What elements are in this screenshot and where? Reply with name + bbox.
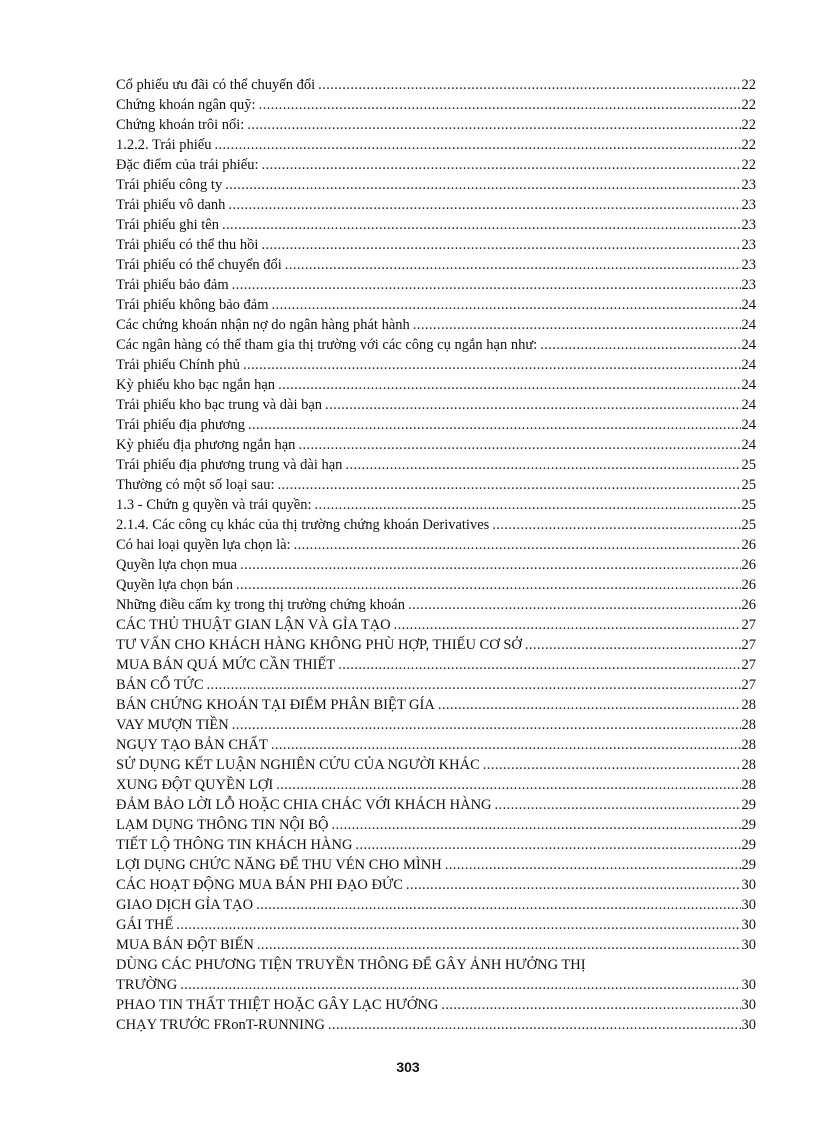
toc-entry-page: 29	[741, 857, 756, 873]
dot-leader	[207, 675, 741, 695]
dot-leader	[240, 555, 740, 575]
dot-leader	[445, 855, 741, 875]
dot-leader	[394, 615, 741, 635]
toc-entry-page: 26	[741, 597, 756, 613]
toc-entry	[116, 495, 756, 515]
dot-leader	[248, 415, 741, 435]
toc-entry-title: Trái phiếu bảo đảm	[116, 277, 229, 293]
dot-leader	[483, 755, 741, 775]
dot-leader	[332, 815, 741, 835]
dot-leader	[236, 575, 741, 595]
dot-leader	[257, 935, 741, 955]
toc-entry	[116, 475, 756, 495]
dot-leader	[315, 495, 741, 515]
toc-entry-title: Chứng khoán ngân quỹ:	[116, 97, 256, 113]
dot-leader	[525, 635, 741, 655]
dot-leader	[285, 255, 741, 275]
toc-entry-title: Trái phiếu địa phương trung và dài hạn	[116, 457, 343, 473]
toc-entry-page: 25	[741, 497, 756, 513]
dot-leader	[271, 735, 741, 755]
toc-entry-title: Trái phiếu vô danh	[116, 197, 226, 213]
toc-entry	[116, 735, 756, 755]
toc-entry-page: 30	[741, 917, 756, 933]
toc-entry	[116, 235, 756, 255]
dot-leader	[232, 715, 741, 735]
toc-entry	[116, 355, 756, 375]
toc-entry	[116, 155, 756, 175]
toc-entry-title: Kỳ phiếu kho bạc ngắn hạn	[116, 377, 276, 393]
dot-leader	[540, 335, 740, 355]
dot-leader	[328, 1015, 741, 1035]
toc-entry	[116, 555, 756, 575]
toc-entry-title: Trái phiếu Chính phủ	[116, 357, 240, 373]
toc-entry-page: 22	[741, 117, 756, 133]
toc-entry	[116, 335, 756, 355]
toc-entry-page: 28	[741, 737, 756, 753]
dot-leader	[294, 535, 741, 555]
toc-entry-page: 28	[741, 717, 756, 733]
toc-entry-page: 22	[741, 157, 756, 173]
toc-entry-page: 28	[741, 757, 756, 773]
dot-leader	[438, 695, 741, 715]
toc-entry-title: Trái phiếu công ty	[116, 177, 223, 193]
toc-entry-page: 24	[741, 377, 756, 393]
toc-entry-page: 26	[741, 557, 756, 573]
dot-leader	[298, 435, 740, 455]
toc-entry	[116, 935, 756, 955]
toc-entry-page: 22	[741, 97, 756, 113]
toc-entry	[116, 315, 756, 335]
dot-leader	[259, 95, 741, 115]
dot-leader	[325, 395, 740, 415]
toc-entry	[116, 535, 756, 555]
toc-entry-title-continued: TRƯỜNG	[116, 977, 178, 993]
dot-leader	[222, 215, 741, 235]
toc-entry	[116, 295, 756, 315]
toc-entry-page: 24	[741, 437, 756, 453]
page-number: 303	[396, 1059, 420, 1075]
toc-entry	[116, 95, 756, 115]
toc-entry-title: Quyền lựa chọn mua	[116, 557, 238, 573]
toc-entry-title: ĐẢM BẢO LỜI LỖ HOẶC CHIA CHÁC VỚI KHÁCH HÀNG	[116, 797, 492, 813]
toc-entry	[116, 375, 756, 395]
toc-entry-title: 1.3 - Chứn g quyền và trái quyền:	[116, 497, 312, 513]
toc-entry-page: 30	[741, 877, 756, 893]
toc-entry-title: 1.2.2. Trái phiếu	[116, 137, 212, 153]
toc-entry-page: 30	[741, 897, 756, 913]
dot-leader	[492, 515, 740, 535]
toc-entry-page: 27	[741, 677, 756, 693]
toc-entry-page: 29	[741, 797, 756, 813]
toc-entry	[116, 755, 756, 775]
toc-entry-title: Có hai loại quyền lựa chọn là:	[116, 537, 291, 553]
toc-entry	[116, 255, 756, 275]
toc-entry-title: Trái phiếu có thể chuyển đổi	[116, 257, 282, 273]
toc-entry-title: Đặc điểm của trái phiếu:	[116, 157, 259, 173]
toc-entry	[116, 215, 756, 235]
toc-entry	[116, 875, 756, 895]
dot-leader	[408, 595, 741, 615]
toc-entry-page: 30	[741, 977, 756, 993]
toc-entry-page: 27	[741, 657, 756, 673]
toc-entry-page: 25	[741, 477, 756, 493]
toc-entry-page: 25	[741, 457, 756, 473]
toc-entry-page: 24	[741, 417, 756, 433]
toc-entry-page: 26	[741, 537, 756, 553]
dot-leader	[276, 775, 740, 795]
toc-entry-title: LỢI DỤNG CHỨC NĂNG ĐỂ THU VÉN CHO MÌNH	[116, 857, 442, 873]
toc-entry	[116, 175, 756, 195]
toc-entry-page: 24	[741, 357, 756, 373]
toc-entry-page: 24	[741, 317, 756, 333]
dot-leader	[262, 155, 741, 175]
toc-entry-page: 30	[741, 997, 756, 1013]
table-of-contents	[116, 75, 756, 1035]
toc-entry-page: 23	[741, 217, 756, 233]
toc-entry	[116, 995, 756, 1015]
toc-entry-title: Trái phiếu ghi tên	[116, 217, 219, 233]
dot-leader	[338, 655, 740, 675]
toc-entry-title: XUNG ĐỘT QUYỀN LỢI	[116, 777, 274, 793]
toc-entry	[116, 595, 756, 615]
toc-entry	[116, 855, 756, 875]
toc-entry-title: DÙNG CÁC PHƯƠNG TIỆN TRUYỀN THÔNG ĐỂ GÂY ẢNH HƯỞNG THỊ	[116, 957, 586, 973]
toc-entry-page: 30	[741, 937, 756, 953]
toc-entry	[116, 395, 756, 415]
toc-entry	[116, 815, 756, 835]
dot-leader	[243, 355, 741, 375]
toc-entry	[116, 575, 756, 595]
dot-leader	[176, 915, 740, 935]
dot-leader	[345, 455, 740, 475]
dot-leader	[406, 875, 741, 895]
dot-leader	[318, 75, 740, 95]
toc-entry	[116, 795, 756, 815]
toc-entry-page: 28	[741, 697, 756, 713]
toc-entry-title: Các chứng khoán nhận nợ do ngân hàng phát hành	[116, 317, 410, 333]
toc-entry-page: 23	[741, 257, 756, 273]
dot-leader	[272, 295, 741, 315]
toc-entry-title: PHAO TIN THẤT THIỆT HOẶC GÂY LẠC HƯỚNG	[116, 997, 439, 1013]
toc-entry-title: BÁN CHỨNG KHOÁN TẠI ĐIỂM PHÂN BIỆT GÍA	[116, 697, 435, 713]
toc-entry-title: SỬ DỤNG KẾT LUẬN NGHIÊN CỨU CỦA NGƯỜI KHÁC	[116, 757, 480, 773]
toc-entry-page: 24	[741, 297, 756, 313]
toc-entry-title: Những điều cấm kỵ trong thị trường chứng khoán	[116, 597, 405, 613]
dot-leader	[247, 115, 740, 135]
toc-entry	[116, 955, 756, 975]
toc-entry-page: 27	[741, 617, 756, 633]
dot-leader	[278, 375, 740, 395]
dot-leader	[355, 835, 740, 855]
toc-entry	[116, 75, 756, 95]
toc-entry-title: TIẾT LỘ THÔNG TIN KHÁCH HÀNG	[116, 837, 353, 853]
toc-entry-continuation	[116, 975, 756, 995]
toc-entry	[116, 835, 756, 855]
toc-entry-page: 30	[741, 1017, 756, 1033]
toc-entry-title: TƯ VẤN CHO KHÁCH HÀNG KHÔNG PHÙ HỢP, THIẾU CƠ SỞ	[116, 637, 522, 653]
toc-entry-page: 25	[741, 517, 756, 533]
toc-entry-title: Cổ phiếu ưu đãi có thể chuyển đổi	[116, 77, 316, 93]
toc-entry-title: Trái phiếu không bảo đảm	[116, 297, 269, 313]
dot-leader	[225, 175, 740, 195]
dot-leader	[228, 195, 740, 215]
toc-entry-page: 23	[741, 237, 756, 253]
toc-entry	[116, 515, 756, 535]
toc-entry-title: LẠM DỤNG THÔNG TIN NỘI BỘ	[116, 817, 329, 833]
toc-entry-title: CHẠY TRƯỚC FRonT-RUNNING	[116, 1017, 325, 1033]
toc-entry	[116, 915, 756, 935]
toc-entry	[116, 115, 756, 135]
toc-entry	[116, 635, 756, 655]
toc-entry-title: Trái phiếu có thể thu hồi	[116, 237, 259, 253]
dot-leader	[232, 275, 741, 295]
toc-entry-title: 2.1.4. Các công cụ khác của thị trường chứng khoán Derivatives	[116, 517, 490, 533]
toc-entry-title: Các ngân hàng có thể tham gia thị trường với các công cụ ngắn hạn như:	[116, 337, 538, 353]
toc-entry-page: 24	[741, 337, 756, 353]
toc-entry-page: 29	[741, 837, 756, 853]
toc-entry-title: MUA BÁN ĐỘT BIẾN	[116, 937, 254, 953]
dot-leader	[413, 315, 741, 335]
dot-leader	[261, 235, 740, 255]
toc-entry-title: MUA BÁN QUÁ MỨC CẦN THIẾT	[116, 657, 336, 673]
toc-entry-title: Chứng khoán trôi nổi:	[116, 117, 245, 133]
toc-entry-page: 22	[741, 137, 756, 153]
toc-entry	[116, 275, 756, 295]
toc-entry-title: Quyền lựa chọn bán	[116, 577, 233, 593]
dot-leader	[214, 135, 740, 155]
toc-entry	[116, 415, 756, 435]
toc-entry	[116, 615, 756, 635]
toc-entry-title: GÁI THẾ	[116, 917, 174, 933]
toc-entry-page: 23	[741, 177, 756, 193]
dot-leader	[495, 795, 741, 815]
dot-leader	[278, 475, 741, 495]
toc-entry-title: CÁC THỦ THUẬT GIAN LẬN VÀ GỈA TẠO	[116, 617, 391, 633]
toc-entry-page: 29	[741, 817, 756, 833]
toc-entry	[116, 895, 756, 915]
toc-entry-page: 23	[741, 197, 756, 213]
toc-entry-title: Trái phiếu kho bạc trung và dài bạn	[116, 397, 323, 413]
toc-entry-page: 26	[741, 577, 756, 593]
dot-leader	[256, 895, 740, 915]
toc-entry-page: 24	[741, 397, 756, 413]
toc-entry	[116, 675, 756, 695]
toc-entry-title: Trái phiếu địa phương	[116, 417, 245, 433]
toc-entry	[116, 435, 756, 455]
toc-entry	[116, 195, 756, 215]
toc-entry-page: 28	[741, 777, 756, 793]
toc-entry-title: GIAO DỊCH GỈA TẠO	[116, 897, 254, 913]
dot-leader	[180, 975, 740, 995]
toc-entry-title: NGỤY TẠO BẢN CHẤT	[116, 737, 268, 753]
toc-entry-title: Thường có một số loại sau:	[116, 477, 275, 493]
toc-entry-page: 23	[741, 277, 756, 293]
dot-leader	[441, 995, 740, 1015]
toc-entry-title: Kỳ phiếu địa phương ngắn hạn	[116, 437, 296, 453]
toc-entry	[116, 775, 756, 795]
toc-entry	[116, 695, 756, 715]
toc-entry-title: CÁC HOẠT ĐỘNG MUA BÁN PHI ĐẠO ĐỨC	[116, 877, 403, 893]
toc-entry-title: BÁN CỔ TỨC	[116, 677, 204, 693]
toc-entry-page: 27	[741, 637, 756, 653]
toc-entry-page: 22	[741, 77, 756, 93]
toc-entry	[116, 455, 756, 475]
toc-entry	[116, 1015, 756, 1035]
toc-entry	[116, 715, 756, 735]
toc-entry	[116, 655, 756, 675]
toc-entry-title: VAY MƯỢN TIỀN	[116, 717, 229, 733]
toc-entry	[116, 135, 756, 155]
